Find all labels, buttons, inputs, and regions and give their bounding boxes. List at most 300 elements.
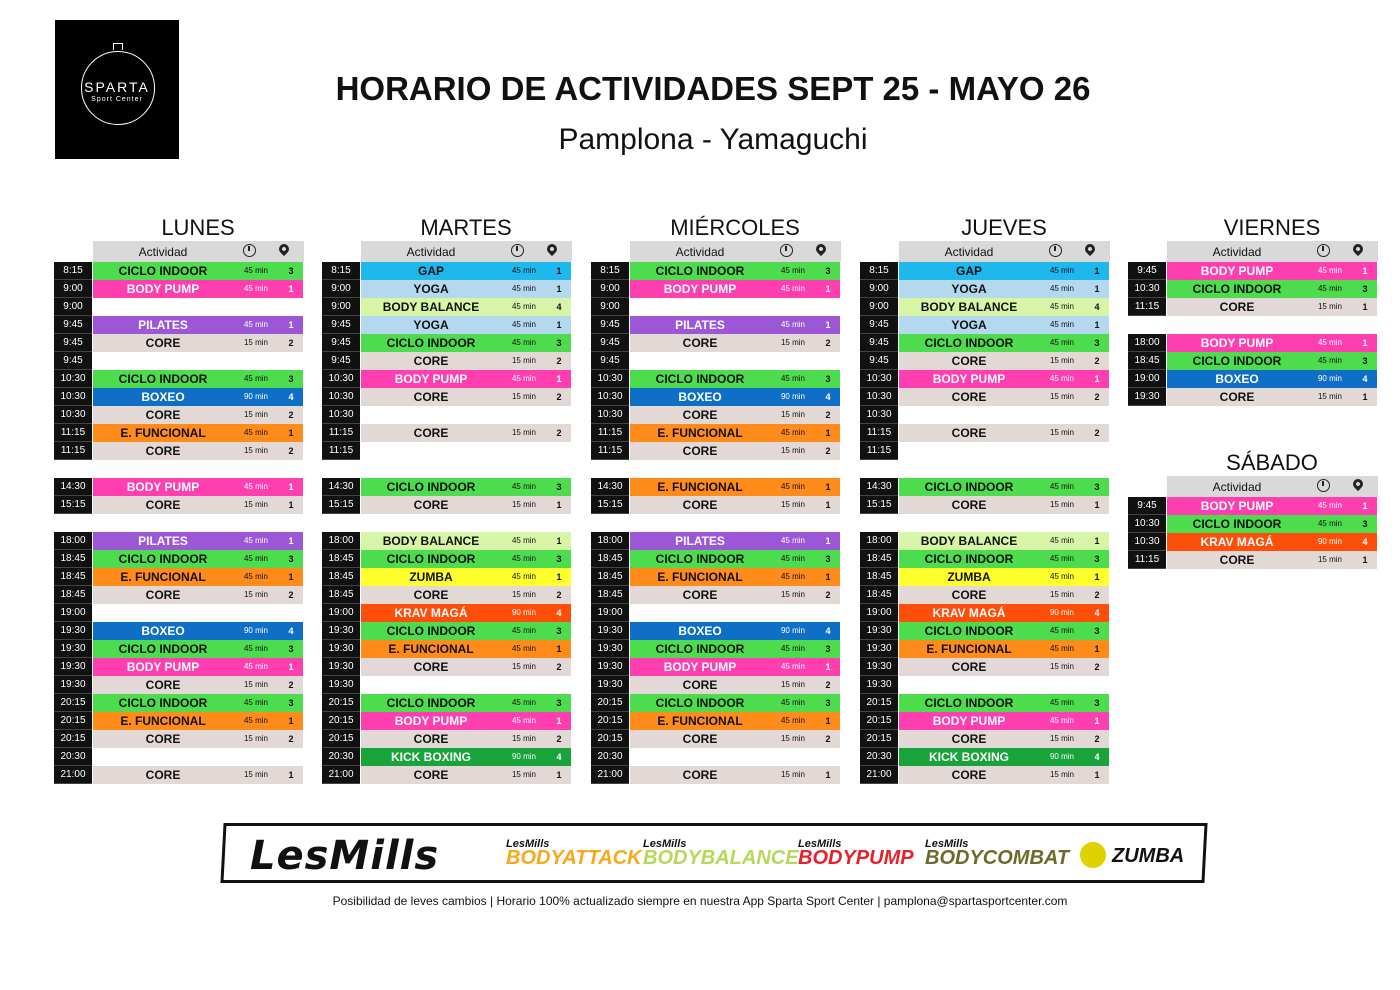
time-cell: 21:00 xyxy=(322,766,360,784)
schedule-row xyxy=(54,424,304,442)
time-cell: 20:30 xyxy=(322,748,360,766)
day-name: VIERNES xyxy=(1223,215,1321,240)
activity-cell: CICLO INDOOR xyxy=(361,550,501,568)
duration-cell: 15 min xyxy=(501,658,547,676)
duration-cell: 45 min xyxy=(1039,712,1085,730)
room-cell: 2 xyxy=(279,730,303,748)
schedule-row xyxy=(860,604,1110,622)
duration-cell: 15 min xyxy=(233,406,279,424)
time-cell: 10:30 xyxy=(591,406,629,424)
day-name: MARTES xyxy=(420,215,512,240)
time-cell: 11:15 xyxy=(54,442,92,460)
duration-cell xyxy=(770,748,816,766)
time-cell: 9:45 xyxy=(591,352,629,370)
duration-cell: 90 min xyxy=(1039,748,1085,766)
activity-cell: BOXEO xyxy=(1167,370,1307,388)
schedule-row xyxy=(322,694,572,712)
time-cell: 18:45 xyxy=(54,586,92,604)
schedule-gap xyxy=(591,460,841,478)
activity-cell: YOGA xyxy=(361,316,501,334)
activity-cell: BODY BALANCE xyxy=(899,532,1039,550)
time-cell: 18:45 xyxy=(322,568,360,586)
activity-cell: CORE xyxy=(93,406,233,424)
room-cell: 3 xyxy=(279,550,303,568)
schedule-row xyxy=(860,298,1110,316)
time-cell: 19:30 xyxy=(322,622,360,640)
room-cell: 4 xyxy=(547,604,571,622)
schedule-row xyxy=(322,748,572,766)
duration-cell: 45 min xyxy=(233,640,279,658)
duration-cell xyxy=(501,676,547,694)
schedule-row xyxy=(591,352,841,370)
duration-cell: 45 min xyxy=(1307,334,1353,352)
room-cell: 1 xyxy=(547,262,571,280)
clock-icon xyxy=(1317,244,1330,257)
time-cell: 20:15 xyxy=(591,694,629,712)
room-cell: 1 xyxy=(1353,497,1377,515)
schedule-row xyxy=(860,586,1110,604)
activity-cell: ZUMBA xyxy=(361,568,501,586)
duration-cell: 45 min xyxy=(233,532,279,550)
room-cell xyxy=(279,604,303,622)
duration-cell: 15 min xyxy=(1039,730,1085,748)
schedule-row xyxy=(322,388,572,406)
duration-cell: 15 min xyxy=(1039,424,1085,442)
time-cell: 10:30 xyxy=(1128,280,1166,298)
schedule-row xyxy=(591,658,841,676)
time-cell: 19:30 xyxy=(591,658,629,676)
schedule-row xyxy=(1128,298,1378,316)
time-cell: 20:15 xyxy=(322,730,360,748)
activity-cell: E. FUNCIONAL xyxy=(361,640,501,658)
time-cell: 9:45 xyxy=(54,316,92,334)
duration-cell: 45 min xyxy=(770,424,816,442)
time-cell: 19:30 xyxy=(860,640,898,658)
duration-cell: 45 min xyxy=(770,316,816,334)
room-cell: 2 xyxy=(1085,388,1109,406)
day-name: LUNES xyxy=(161,215,235,240)
day-schedule-0 xyxy=(54,215,304,784)
bodycombat-logo: LesMills BODYCOMBAT xyxy=(925,838,1070,869)
room-cell: 2 xyxy=(547,424,571,442)
activity-cell: CICLO INDOOR xyxy=(361,334,501,352)
time-cell: 18:45 xyxy=(591,586,629,604)
room-cell: 3 xyxy=(1353,515,1377,533)
activity-cell: E. FUNCIONAL xyxy=(630,568,770,586)
schedule-row xyxy=(860,478,1110,496)
clock-icon xyxy=(780,244,793,257)
activity-cell: BODY PUMP xyxy=(93,280,233,298)
schedule-row xyxy=(322,532,572,550)
schedule-row xyxy=(322,550,572,568)
time-cell: 19:30 xyxy=(322,658,360,676)
room-cell: 1 xyxy=(816,316,840,334)
activity-cell: E. FUNCIONAL xyxy=(93,424,233,442)
schedule-row xyxy=(54,370,304,388)
schedule-row xyxy=(54,748,304,766)
room-cell xyxy=(816,604,840,622)
schedule-row xyxy=(54,334,304,352)
schedule-row xyxy=(1128,551,1378,569)
schedule-row xyxy=(591,334,841,352)
time-cell: 15:15 xyxy=(591,496,629,514)
duration-cell: 45 min xyxy=(770,694,816,712)
activity-cell xyxy=(93,748,233,766)
duration-cell: 15 min xyxy=(1039,766,1085,784)
duration-cell: 45 min xyxy=(1307,352,1353,370)
sparta-logo xyxy=(55,20,179,159)
schedule-row xyxy=(1128,334,1378,352)
room-cell: 1 xyxy=(279,658,303,676)
duration-cell: 15 min xyxy=(1307,298,1353,316)
schedule-row xyxy=(591,370,841,388)
time-cell: 18:45 xyxy=(1128,352,1166,370)
page-subtitle: Pamplona - Yamaguchi xyxy=(558,123,868,156)
activity-cell: CICLO INDOOR xyxy=(93,640,233,658)
schedule-row xyxy=(322,478,572,496)
duration-cell: 45 min xyxy=(233,316,279,334)
duration-cell: 45 min xyxy=(233,694,279,712)
room-cell: 1 xyxy=(1085,262,1109,280)
room-cell: 2 xyxy=(279,442,303,460)
duration-cell: 15 min xyxy=(770,766,816,784)
activity-cell: CORE xyxy=(361,496,501,514)
activity-cell: CORE xyxy=(899,766,1039,784)
time-cell: 9:45 xyxy=(54,352,92,370)
time-cell: 9:45 xyxy=(322,316,360,334)
duration-cell: 15 min xyxy=(501,586,547,604)
time-cell: 9:45 xyxy=(591,334,629,352)
room-cell: 1 xyxy=(1353,334,1377,352)
time-cell: 10:30 xyxy=(860,388,898,406)
activity-cell: E. FUNCIONAL xyxy=(93,568,233,586)
table-header xyxy=(1167,476,1378,497)
bodybalance-logo: LesMills BODYBALANCE xyxy=(643,838,799,869)
time-cell: 11:15 xyxy=(322,442,360,460)
activity-cell: BODY BALANCE xyxy=(899,298,1039,316)
schedule-row xyxy=(322,406,572,424)
time-cell: 11:15 xyxy=(1128,298,1166,316)
room-cell xyxy=(1085,442,1109,460)
activity-header: Actividad xyxy=(1212,479,1262,494)
bodypump-logo: LesMills BODYPUMP xyxy=(798,838,914,869)
room-cell: 3 xyxy=(547,550,571,568)
duration-cell xyxy=(1039,406,1085,424)
room-cell xyxy=(816,352,840,370)
schedule-row xyxy=(54,640,304,658)
activity-cell: CORE xyxy=(899,658,1039,676)
activity-cell: KRAV MAGÁ xyxy=(899,604,1039,622)
table-header xyxy=(361,241,572,262)
activity-cell: CORE xyxy=(93,586,233,604)
time-cell: 18:00 xyxy=(860,532,898,550)
time-cell: 11:15 xyxy=(1128,551,1166,569)
schedule-gap xyxy=(54,460,304,478)
stopwatch-icon xyxy=(113,43,123,50)
schedule-row xyxy=(860,640,1110,658)
duration-cell: 45 min xyxy=(1307,515,1353,533)
time-cell: 18:00 xyxy=(322,532,360,550)
activity-cell: BODY PUMP xyxy=(630,280,770,298)
schedule-row xyxy=(54,694,304,712)
schedule-row xyxy=(860,694,1110,712)
time-cell: 18:45 xyxy=(322,586,360,604)
activity-cell: CORE xyxy=(899,352,1039,370)
duration-cell: 45 min xyxy=(1039,334,1085,352)
schedule-row xyxy=(54,676,304,694)
time-cell: 21:00 xyxy=(591,766,629,784)
activity-cell: CORE xyxy=(361,586,501,604)
schedule-row xyxy=(591,604,841,622)
room-cell: 1 xyxy=(1353,298,1377,316)
footer-note: Posibilidad de leves cambios | Horario 100% actualizado siempre en nuestra App Sparta Sport Center | pamplona@spartasportcenter.com xyxy=(332,894,1068,908)
room-cell: 1 xyxy=(1085,496,1109,514)
duration-cell: 45 min xyxy=(1039,298,1085,316)
room-cell: 4 xyxy=(1353,533,1377,551)
duration-cell: 45 min xyxy=(233,568,279,586)
duration-cell: 45 min xyxy=(501,568,547,586)
schedule-row xyxy=(860,676,1110,694)
duration-cell: 15 min xyxy=(1039,496,1085,514)
activity-cell: KRAV MAGÁ xyxy=(1167,533,1307,551)
clock-icon xyxy=(1049,244,1062,257)
time-cell: 8:15 xyxy=(860,262,898,280)
schedule-row xyxy=(1128,515,1378,533)
time-cell: 19:00 xyxy=(591,604,629,622)
zumba-icon xyxy=(1080,842,1106,868)
activity-cell: BOXEO xyxy=(630,622,770,640)
activity-cell: CICLO INDOOR xyxy=(93,550,233,568)
schedule-row xyxy=(591,766,841,784)
activity-cell: CICLO INDOOR xyxy=(93,694,233,712)
schedule-row xyxy=(54,604,304,622)
day-name: JUEVES xyxy=(961,215,1047,240)
activity-cell: CORE xyxy=(361,388,501,406)
room-cell: 1 xyxy=(1085,532,1109,550)
room-cell xyxy=(279,748,303,766)
time-cell: 11:15 xyxy=(591,424,629,442)
duration-cell: 15 min xyxy=(770,334,816,352)
duration-cell: 90 min xyxy=(770,622,816,640)
schedule-row xyxy=(591,550,841,568)
schedule-row xyxy=(591,316,841,334)
time-cell: 18:45 xyxy=(860,586,898,604)
activity-cell: CORE xyxy=(899,586,1039,604)
clock-icon xyxy=(511,244,524,257)
activity-cell: BOXEO xyxy=(93,388,233,406)
time-cell: 11:15 xyxy=(322,424,360,442)
activity-cell: CORE xyxy=(630,730,770,748)
time-cell: 10:30 xyxy=(322,370,360,388)
time-cell: 10:30 xyxy=(54,370,92,388)
room-cell xyxy=(547,676,571,694)
activity-cell: ZUMBA xyxy=(899,568,1039,586)
bodyattack-label: BODYATTACK xyxy=(506,847,642,869)
duration-cell: 15 min xyxy=(233,676,279,694)
activity-cell: CORE xyxy=(899,496,1039,514)
room-cell: 3 xyxy=(816,550,840,568)
schedule-row xyxy=(591,406,841,424)
schedule-row xyxy=(1128,388,1378,406)
schedule-gap xyxy=(54,514,304,532)
activity-cell xyxy=(630,298,770,316)
room-cell: 3 xyxy=(279,262,303,280)
room-cell xyxy=(1085,676,1109,694)
schedule-gap xyxy=(1128,316,1378,334)
schedule-row xyxy=(322,622,572,640)
time-cell: 9:00 xyxy=(54,280,92,298)
room-cell: 3 xyxy=(547,622,571,640)
activity-header: Actividad xyxy=(1212,244,1262,259)
activity-cell xyxy=(93,298,233,316)
duration-cell: 45 min xyxy=(1307,262,1353,280)
schedule-row xyxy=(54,298,304,316)
duration-cell: 45 min xyxy=(1039,280,1085,298)
duration-cell: 45 min xyxy=(1039,478,1085,496)
time-cell: 20:15 xyxy=(322,694,360,712)
room-cell: 1 xyxy=(816,280,840,298)
time-cell: 14:30 xyxy=(54,478,92,496)
time-cell: 11:15 xyxy=(54,424,92,442)
duration-cell: 45 min xyxy=(1039,262,1085,280)
schedule-row xyxy=(322,766,572,784)
activity-cell: CICLO INDOOR xyxy=(630,550,770,568)
zumba-logo: ZUMBA xyxy=(1112,845,1185,867)
time-cell: 19:30 xyxy=(591,640,629,658)
activity-cell: CICLO INDOOR xyxy=(630,640,770,658)
schedule-row xyxy=(860,712,1110,730)
activity-cell: CORE xyxy=(630,586,770,604)
room-cell: 3 xyxy=(1085,622,1109,640)
schedule-row xyxy=(591,712,841,730)
time-cell: 18:00 xyxy=(591,532,629,550)
room-cell: 2 xyxy=(816,730,840,748)
duration-cell: 15 min xyxy=(770,676,816,694)
schedule-row xyxy=(1128,533,1378,551)
activity-cell: YOGA xyxy=(361,280,501,298)
room-cell: 2 xyxy=(547,388,571,406)
duration-cell: 90 min xyxy=(501,604,547,622)
clock-icon xyxy=(243,244,256,257)
room-cell xyxy=(279,352,303,370)
schedule-row xyxy=(54,442,304,460)
room-cell: 1 xyxy=(279,496,303,514)
room-cell: 2 xyxy=(816,406,840,424)
room-cell: 1 xyxy=(547,712,571,730)
time-cell: 21:00 xyxy=(860,766,898,784)
activity-header: Actividad xyxy=(944,244,994,259)
schedule-row xyxy=(1128,262,1378,280)
room-cell: 2 xyxy=(1085,424,1109,442)
room-cell: 1 xyxy=(816,478,840,496)
duration-cell: 45 min xyxy=(501,298,547,316)
day-schedule-5 xyxy=(1128,450,1378,569)
duration-cell: 90 min xyxy=(501,748,547,766)
schedule-row xyxy=(54,496,304,514)
duration-cell: 45 min xyxy=(770,568,816,586)
schedule-row xyxy=(591,262,841,280)
duration-cell: 45 min xyxy=(1039,532,1085,550)
duration-cell: 45 min xyxy=(770,550,816,568)
room-cell: 1 xyxy=(816,766,840,784)
duration-cell xyxy=(233,604,279,622)
activity-cell: CORE xyxy=(630,334,770,352)
time-cell: 9:45 xyxy=(860,334,898,352)
table-header xyxy=(1167,241,1378,262)
room-cell: 4 xyxy=(547,298,571,316)
schedule-row xyxy=(1128,370,1378,388)
time-cell: 21:00 xyxy=(54,766,92,784)
time-cell: 20:30 xyxy=(860,748,898,766)
room-cell: 3 xyxy=(1085,478,1109,496)
duration-cell: 15 min xyxy=(501,388,547,406)
activity-cell xyxy=(630,352,770,370)
day-schedule-1 xyxy=(322,215,572,784)
time-cell: 9:00 xyxy=(591,280,629,298)
time-cell: 18:45 xyxy=(322,550,360,568)
duration-cell: 45 min xyxy=(1039,694,1085,712)
schedule-row xyxy=(860,262,1110,280)
time-cell: 11:15 xyxy=(591,442,629,460)
schedule-row xyxy=(54,730,304,748)
time-cell: 10:30 xyxy=(1128,515,1166,533)
schedule-row xyxy=(54,280,304,298)
time-cell: 18:45 xyxy=(591,568,629,586)
activity-cell: PILATES xyxy=(630,532,770,550)
activity-cell: CICLO INDOOR xyxy=(899,334,1039,352)
room-cell: 4 xyxy=(816,622,840,640)
duration-cell: 45 min xyxy=(770,640,816,658)
activity-cell: E. FUNCIONAL xyxy=(899,640,1039,658)
schedule-row xyxy=(54,658,304,676)
room-cell: 1 xyxy=(279,280,303,298)
duration-cell: 15 min xyxy=(233,442,279,460)
time-cell: 19:00 xyxy=(1128,370,1166,388)
time-cell: 9:00 xyxy=(860,280,898,298)
time-cell: 10:30 xyxy=(54,406,92,424)
activity-cell: CICLO INDOOR xyxy=(630,370,770,388)
duration-cell: 45 min xyxy=(501,622,547,640)
duration-cell: 90 min xyxy=(1307,370,1353,388)
activity-cell: CICLO INDOOR xyxy=(93,262,233,280)
time-cell: 10:30 xyxy=(591,370,629,388)
time-cell: 20:15 xyxy=(591,712,629,730)
time-cell: 18:45 xyxy=(860,550,898,568)
duration-cell: 45 min xyxy=(770,370,816,388)
time-cell: 18:45 xyxy=(591,550,629,568)
location-pin-icon xyxy=(1083,242,1097,256)
activity-cell: BODY PUMP xyxy=(1167,497,1307,515)
activity-cell: CORE xyxy=(1167,551,1307,569)
activity-cell xyxy=(361,676,501,694)
room-cell: 3 xyxy=(1353,352,1377,370)
room-cell: 2 xyxy=(1085,586,1109,604)
schedule-row xyxy=(1128,497,1378,515)
duration-cell: 45 min xyxy=(233,658,279,676)
duration-cell: 45 min xyxy=(233,712,279,730)
duration-cell: 45 min xyxy=(1039,640,1085,658)
schedule-row xyxy=(54,478,304,496)
room-cell: 1 xyxy=(547,316,571,334)
duration-cell: 15 min xyxy=(233,730,279,748)
time-cell: 19:30 xyxy=(591,676,629,694)
time-cell: 9:00 xyxy=(54,298,92,316)
activity-cell: CICLO INDOOR xyxy=(1167,515,1307,533)
room-cell xyxy=(279,298,303,316)
schedule-row xyxy=(591,496,841,514)
schedule-row xyxy=(860,730,1110,748)
activity-cell xyxy=(899,406,1039,424)
